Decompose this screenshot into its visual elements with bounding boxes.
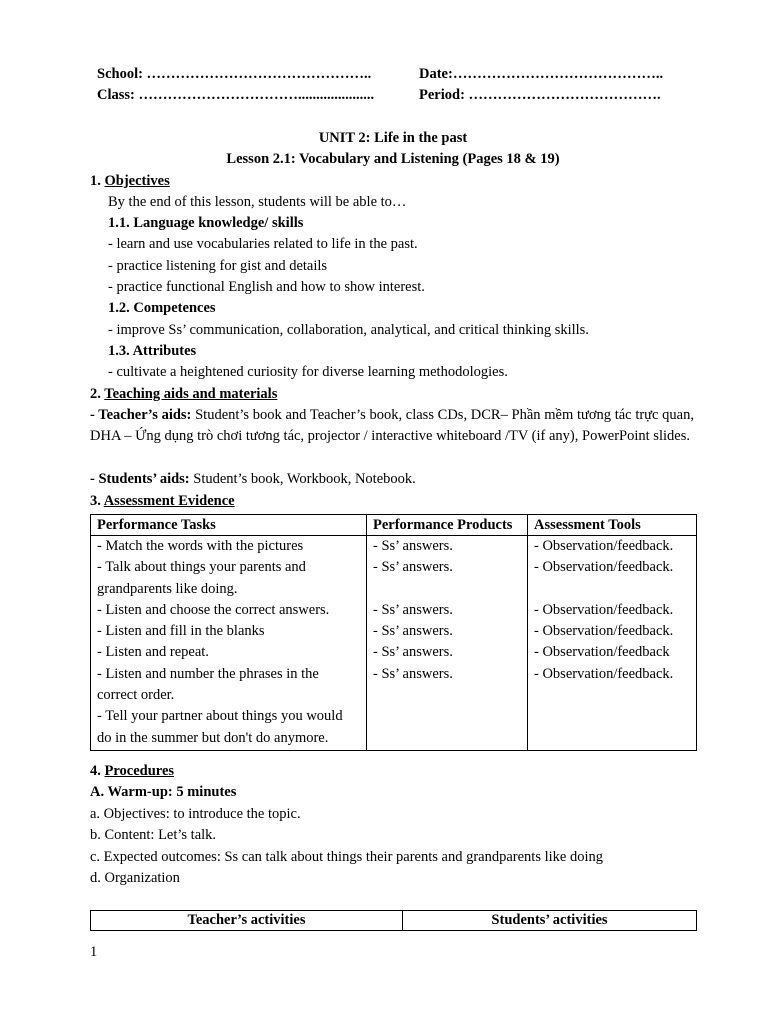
product-line: - Ss’ answers. (373, 644, 453, 661)
teacher-aids-text: Student’s book and Teacher’s book, class CDs, DCR– Phần mềm tương tác trực quan, DHA – Ứng dụng trò chơi tương tác, projector / interactive whiteboard /TV (if any), PowerPoint slides. (90, 407, 694, 445)
tool-line: - Observation/feedback (534, 644, 670, 661)
tool-line: - Observation/feedback. (534, 601, 674, 618)
activities-header-row (91, 911, 697, 931)
assessment-table (90, 514, 697, 751)
date-field: Date:…………………………………….. (419, 66, 664, 82)
tool-line: - Observation/feedback. (534, 623, 674, 640)
lesson-title: Lesson 2.1: Vocabulary and Listening (Pages 18 & 19) (226, 151, 560, 167)
tools-cell (528, 536, 697, 751)
page-number: 1 (90, 944, 98, 960)
procedure-content: b. Content: Let’s talk. (90, 827, 217, 843)
task-line: - Listen and repeat. (97, 644, 209, 661)
students-aids-text: Student’s book, Workbook, Notebook. (189, 471, 416, 487)
teacher-aids (90, 405, 694, 448)
procedure-organization: d. Organization (90, 870, 180, 886)
section-title: Assessment Evidence (103, 493, 235, 509)
product-line: - Ss’ answers. (373, 623, 453, 640)
activities-table (90, 910, 697, 931)
task-line: - Listen and fill in the blanks (97, 623, 265, 640)
teaching-aids-heading (90, 384, 277, 405)
period-field: Period: …………………………………. (419, 87, 661, 103)
students-activities-header: Students’ activities (403, 911, 697, 931)
objective-item: - practice functional English and how to show interest. (108, 279, 425, 295)
students-aids-label: - Students’ aids: (90, 471, 190, 487)
table-header-row (91, 515, 697, 536)
procedures-heading (90, 761, 174, 782)
column-header: Assessment Tools (528, 515, 697, 536)
tool-line: - Observation/feedback. (534, 538, 674, 554)
objective-item: - learn and use vocabularies related to life in the past. (108, 236, 418, 252)
column-header: Performance Products (367, 515, 528, 536)
procedure-objectives: a. Objectives: to introduce the topic. (90, 806, 301, 822)
tasks-cell (91, 536, 367, 751)
column-header: Performance Tasks (91, 515, 367, 536)
assessment-heading (90, 491, 235, 512)
products-cell (367, 536, 528, 751)
task-line: - Tell your partner about things you would (97, 708, 343, 725)
task-line: - Listen and choose the correct answers. (97, 601, 330, 618)
section-title: Teaching aids and materials (104, 386, 278, 402)
section-number: 1. (90, 173, 105, 189)
objectives-intro: By the end of this lesson, students will be able to… (108, 194, 407, 210)
objective-item: - practice listening for gist and details (108, 258, 328, 274)
students-aids (90, 469, 416, 490)
task-line: correct order. (97, 687, 175, 704)
procedure-outcomes: c. Expected outcomes: Ss can talk about things their parents and grandparents like doing (90, 849, 604, 865)
warmup-heading: A. Warm-up: 5 minutes (90, 784, 237, 800)
subheading-attributes: 1.3. Attributes (108, 343, 197, 359)
class-field: Class: ……………………………..................... (97, 87, 375, 103)
section-number: 4. (90, 763, 105, 779)
task-line: do in the summer but don't do anymore. (97, 729, 329, 746)
section-title: Procedures (104, 763, 175, 779)
section-title: Objectives (104, 173, 170, 189)
product-line: - Ss’ answers. (373, 601, 453, 618)
objectives-heading (90, 171, 170, 192)
attribute-item: - cultivate a heightened curiosity for diverse learning methodologies. (108, 364, 508, 380)
tool-line: - Observation/feedback. (534, 665, 674, 682)
product-line (373, 579, 527, 600)
product-line: - Ss’ answers. (373, 559, 453, 576)
subheading-language-skills: 1.1. Language knowledge/ skills (108, 215, 304, 231)
task-line: grandparents like doing. (97, 580, 238, 597)
tool-line: - Observation/feedback. (534, 559, 674, 576)
product-line: - Ss’ answers. (373, 538, 453, 554)
task-line: - Talk about things your parents and (97, 559, 306, 576)
unit-title: UNIT 2: Life in the past (318, 130, 468, 146)
section-number: 2. (90, 386, 105, 402)
tool-line (534, 579, 696, 600)
teacher-aids-label: - Teacher’s aids: (90, 407, 192, 423)
subheading-competences: 1.2. Competences (108, 300, 216, 316)
product-line: - Ss’ answers. (373, 665, 453, 682)
task-line: - Match the words with the pictures (97, 538, 304, 554)
task-line: - Listen and number the phrases in the (97, 665, 319, 682)
section-number: 3. (90, 493, 104, 509)
teacher-activities-header: Teacher’s activities (91, 911, 403, 931)
table-row (91, 536, 697, 751)
school-field: School: ……………………………………….. (97, 66, 372, 82)
competence-item: - improve Ss’ communication, collaboration, analytical, and critical thinking skills. (108, 322, 589, 338)
